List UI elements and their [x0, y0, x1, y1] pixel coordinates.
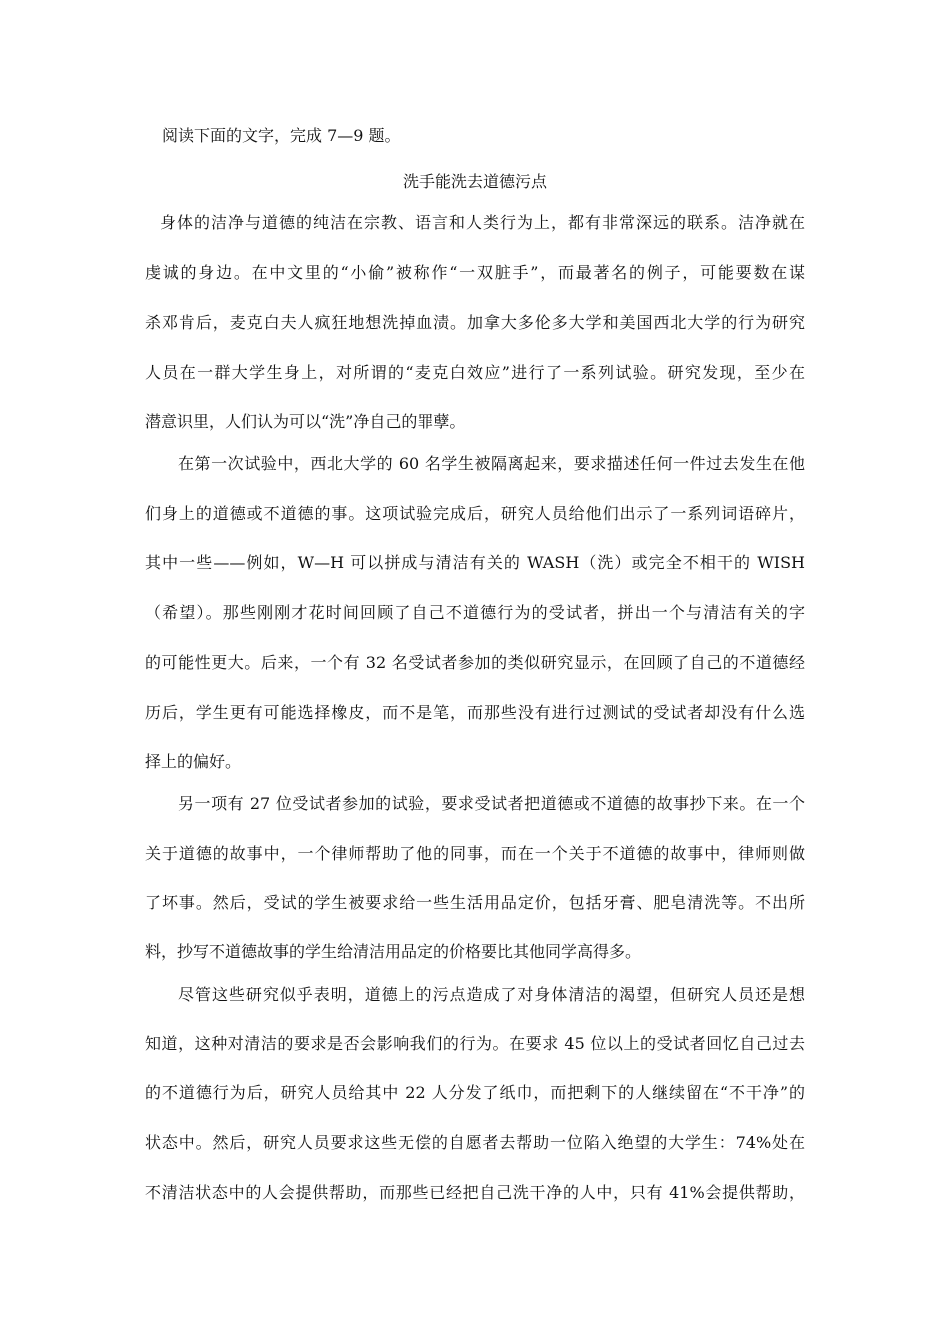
paragraph-2-line-7: 择上的偏好。 — [145, 752, 242, 771]
paragraph-1-line-1: 身体的洁净与道德的纯洁在宗教、语言和人类行为上，都有非常深远的联系。洁净就在 — [160, 213, 805, 232]
paragraph-1-line-4: 人员在一群大学生身上，对所谓的“麦克白效应”进行了一系列试验。研究发现，至少在 — [145, 363, 805, 382]
paragraph-3-line-2: 关于道德的故事中，一个律师帮助了他的同事，而在一个关于不道德的故事中，律师则做 — [145, 844, 805, 863]
paragraph-3-line-4: 料，抄写不道德故事的学生给清洁用品定的价格要比其他同学高得多。 — [145, 942, 642, 961]
paragraph-4-line-2: 知道，这种对清洁的要求是否会影响我们的行为。在要求 45 位以上的受试者回忆自己过去 — [145, 1034, 805, 1053]
paragraph-2-line-6: 历后，学生更有可能选择橡皮，而不是笔，而那些没有进行过测试的受试者却没有什么选 — [145, 703, 805, 722]
paragraph-3-line-3: 了坏事。然后，受试的学生被要求给一些生活用品定价，包括牙膏、肥皂清洗等。不出所 — [145, 893, 805, 912]
paragraph-2-line-5: 的可能性更大。后来，一个有 32 名受试者参加的类似研究显示，在回顾了自己的不道德经 — [145, 653, 805, 672]
paragraph-2-line-4: （希望）。那些刚刚才花时间回顾了自己不道德行为的受试者，拼出一个与清洁有关的字 — [145, 603, 805, 622]
paragraph-4-line-5: 不清洁状态中的人会提供帮助，而那些已经把自己洗干净的人中，只有 41%会提供帮助， — [145, 1183, 805, 1202]
paragraph-2-line-3: 其中一些——例如，W—H 可以拼成与清洁有关的 WASH（洗）或完全不相干的 WISH — [145, 553, 805, 572]
paragraph-4-line-4: 状态中。然后，研究人员要求这些无偿的自愿者去帮助一位陷入绝望的大学生：74%处在 — [145, 1133, 805, 1152]
paragraph-4-line-1: 尽管这些研究似乎表明，道德上的污点造成了对身体清洁的渴望，但研究人员还是想 — [178, 985, 805, 1004]
instruction-text: 阅读下面的文字，完成 7—9 题。 — [162, 126, 401, 145]
paragraph-1-line-5: 潜意识里，人们认为可以“洗”净自己的罪孽。 — [145, 412, 466, 431]
paragraph-2-line-2: 们身上的道德或不道德的事。这项试验完成后，研究人员给他们出示了一系列词语碎片， — [145, 504, 805, 523]
paragraph-1-line-3: 杀邓肯后，麦克白夫人疯狂地想洗掉血渍。加拿大多伦多大学和美国西北大学的行为研究 — [145, 313, 805, 332]
paragraph-2-line-1: 在第一次试验中，西北大学的 60 名学生被隔离起来，要求描述任何一件过去发生在他 — [178, 454, 805, 473]
paragraph-4-line-3: 的不道德行为后，研究人员给其中 22 人分发了纸巾，而把剩下的人继续留在“不干净”的 — [145, 1083, 805, 1102]
paragraph-3-line-1: 另一项有 27 位受试者参加的试验，要求受试者把道德或不道德的故事抄下来。在一个 — [178, 794, 805, 813]
article-title: 洗手能洗去道德污点 — [402, 172, 547, 191]
paragraph-1-line-2: 虔诚的身边。在中文里的“小偷”被称作“一双脏手”，而最著名的例子，可能要数在谋 — [145, 263, 805, 282]
